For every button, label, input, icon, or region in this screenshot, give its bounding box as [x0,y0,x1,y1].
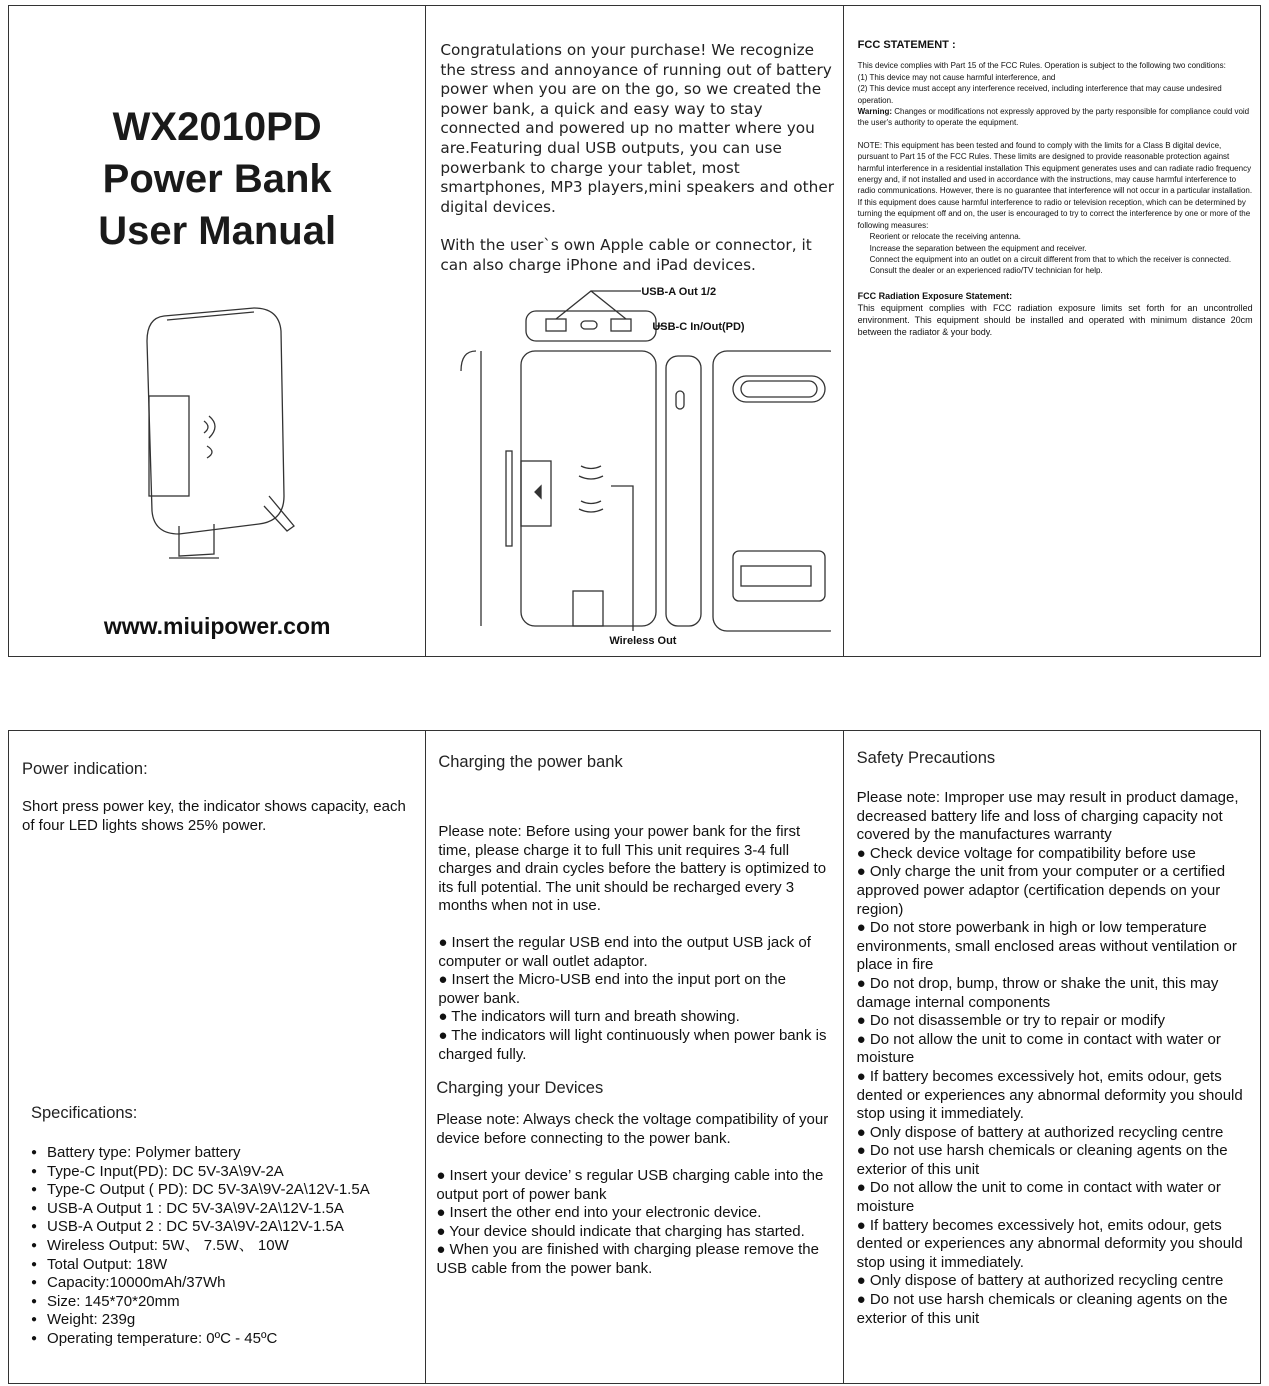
safety-item: ● If battery becomes excessively hot, emits odour, gets dented or experiences any abnormal deformity you should stop using it immediately. [856,1067,1243,1123]
safety-item: ● If battery becomes excessively hot, emits odour, gets dented or experiences any abnormal deformity you should stop using it immediately. [856,1216,1243,1271]
devices-steps [436,1167,828,1279]
devices-title: Charging your Devices [436,1079,604,1097]
charging-panel [426,731,843,1383]
spec-item: ● Operating temperature: 0ºC - 45ºC [31,1330,370,1349]
charging-note: Please note: Before using your power bank for the first time, please charge it to full This unit requires 3-4 full charges and drain cycles before the battery is optimized to its full potential. The unit should be recharged every 3 months when not in use. [438,823,827,915]
safety-item: ● Do not drop, bump, throw or shake the unit, this may damage internal components [856,974,1219,1011]
rad-text: This equipment complies with FCC radiation exposure limits set forth for an uncontrolled environment. This equipment should be installed and operated with minimum distance 20cm between the radiator & your body. [857,303,1253,338]
power-title: Power indication: [22,760,148,778]
safety-note: Please note: Improper use may result in product damage, decreased battery life and loss of charging capacity not covered by the manufactures warranty [856,789,1239,844]
spec-item: ● Wireless Output: 5W、 7.5W、 10W [31,1237,370,1256]
fcc-measure: Reorient or relocate the receiving antenna. [869,232,1021,242]
fcc-text: (2) This device must accept any interference received, including interference that may cause undesired operation. [857,84,1222,105]
spec-item: ● USB-A Output 2 : DC 5V-3A\9V-2A\12V-1.5A [31,1218,370,1237]
rad-title: FCC Radiation Exposure Statement: [857,290,1013,301]
charging-step: ● The indicators will turn and breath showing. [438,1008,740,1026]
fcc-measure: Increase the separation between the equipment and receiver. [869,243,1087,253]
spec-item: ● Weight: 239g [31,1311,370,1330]
charging-step: ● Insert the regular USB end into the output USB jack of computer or wall outlet adaptor. [438,934,811,970]
warning-label: Warning: [857,107,893,117]
safety-item: ● Do not store powerbank in high or low temperature environments, small enclosed areas without ventilation or place in fire [856,919,1237,974]
product-name: Power Bank [102,157,332,201]
fcc-measure: Connect the equipment into an outlet on a circuit different from that to which the receiver is connected. [869,254,1232,264]
fcc-measure: Consult the dealer or an experienced radio/TV technician for help. [869,266,1103,276]
charging-step: ● Insert the Micro-USB end into the input port on the power bank. [438,971,786,1007]
spec-item: ● Battery type: Polymer battery [31,1144,370,1163]
spec-item: ● USB-A Output 1 : DC 5V-3A\9V-2A\12V-1.5A [31,1200,370,1219]
usb-c-label: USB-C In/Out(PD) [652,321,745,333]
warning-text: Changes or modifications not expressly approved by the party responsible for compliance could void the user's authority to operate the equipment. [857,107,1250,128]
specs-title: Specifications: [31,1104,138,1122]
safety-item: ● Do not disassemble or try to repair or modify [856,1012,1165,1030]
safety-item: ● Only charge the unit from your computer or a certified approved power adaptor (certification depends on your region) [856,863,1226,918]
devices-step: ● Your device should indicate that charging has started. [436,1222,805,1240]
manual-outer-side [8,5,1261,657]
spec-item: ● Size: 145*70*20mm [31,1293,370,1312]
product-diagram [451,281,831,651]
specs-list [31,1144,370,1349]
doc-type: User Manual [98,209,337,253]
power-text: Short press power key, the indicator shows capacity, each of four LED lights shows 25% power. [22,798,406,834]
safety-item: ● Only dispose of battery at authorized recycling centre [856,1123,1224,1141]
intro-paragraph: Congratulations on your purchase! We recognize the stress and annoyance of running out of battery power when you are on the go, so we created the power bank, a quick and easy way to stay connected and powered up no matter where you are.Featuring dual USB outputs, you can use powerbank to charge your tablet, most smartphones, MP3 players,mini speakers and other digital devices. [440,41,835,216]
safety-item: ● Only dispose of battery at authorized recycling centre [856,1272,1224,1290]
charging-step: ● The indicators will light continuously when power bank is charged fully. [438,1026,827,1063]
spec-item: ● Type-C Output ( PD): DC 5V-3A\9V-2A\12V-1.5A [31,1181,370,1200]
intro-paragraph: With the user`s own Apple cable or connector, it can also charge iPhone and iPad devices. [440,236,812,274]
devices-step: ● When you are finished with charging please remove the USB cable from the power bank. [436,1241,819,1277]
spec-item: ● Capacity:10000mAh/37Wh [31,1274,370,1293]
devices-step: ● Insert your device’ s regular USB charging cable into the output port of power bank [436,1167,824,1203]
cover-title [9,101,425,257]
safety-item: ● Do not use harsh chemicals or cleaning agents on the exterior of this unit [856,1142,1228,1178]
model-name: WX2010PD [112,105,322,149]
devices-step: ● Insert the other end into your electronic device. [436,1204,762,1222]
intro-panel [426,6,843,656]
safety-item: ● Do not allow the unit to come in contact with water or moisture [856,1030,1221,1067]
safety-item: ● Check device voltage for compatibility before use [856,844,1196,862]
fcc-title: FCC STATEMENT : [857,39,956,51]
fcc-text: This device complies with Part 15 of the FCC Rules. Operation is subject to the following two conditions: [857,61,1226,71]
wireless-label: Wireless Out [609,635,677,647]
charging-steps [438,934,830,1064]
usb-a-label: USB-A Out 1/2 [641,286,717,298]
manual-inner-side [8,730,1261,1384]
safety-list [857,789,1249,1328]
cover-panel [9,6,426,656]
safety-panel [844,731,1260,1383]
power-spec-panel [9,731,426,1383]
power-bank-illustration [119,296,319,576]
safety-item: ● Do not use harsh chemicals or cleaning agents on the exterior of this unit [856,1291,1228,1327]
devices-note: Please note: Always check the voltage compatibility of your device before connecting to the power bank. [436,1111,829,1147]
charging-title: Charging the power bank [438,753,623,771]
safety-item: ● Do not allow the unit to come in contact with water or moisture [856,1179,1221,1216]
safety-title: Safety Precautions [856,749,996,767]
website-url[interactable]: www.miuipower.com [103,613,331,639]
fcc-note: NOTE: This equipment has been tested and found to comply with the limits for a Class B digital device, pursuant to Part 15 of the FCC Rules. These limits are designed to provide reasonable protection against harmful interference in a residential installation This equipment generates uses and can radiate radio frequency energy and, if not installed and used in accordance with the instructions, may cause harmful interference to radio communications. However, there is no guarantee that interference will not occur in a particular installation. If this equipment does cause harmful interference to radio or television reception, which can be determined by turning the equipment off and on, the user is encouraged to try to correct the interference by one or more of the following measures: [857,140,1253,230]
spec-item: ● Total Output: 18W [31,1256,370,1275]
spec-item: ● Type-C Input(PD): DC 5V-3A\9V-2A [31,1163,370,1182]
fcc-panel [844,6,1260,656]
fcc-text: (1) This device may not cause harmful interference, and [857,72,1056,82]
fcc-warning [858,106,1253,129]
